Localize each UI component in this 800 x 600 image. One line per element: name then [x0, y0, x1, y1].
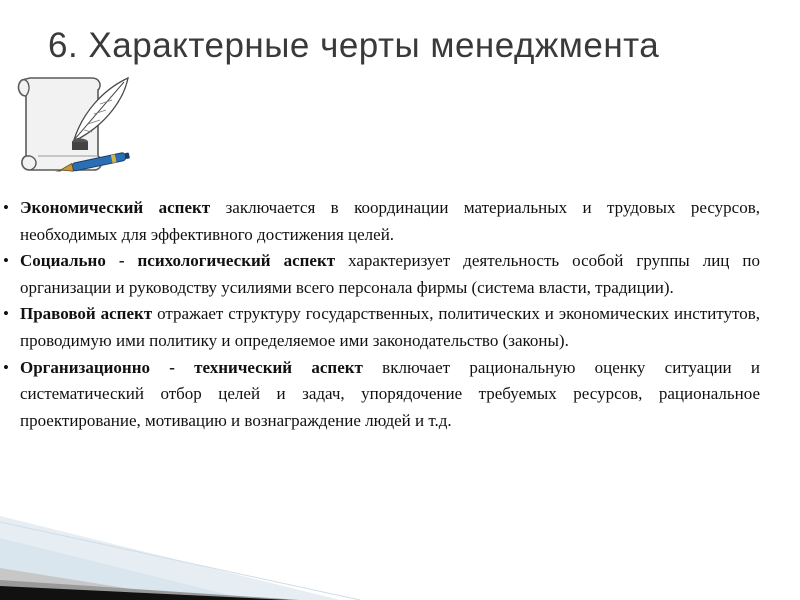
bullet-term: Социально - психологический аспект — [20, 251, 336, 271]
bullet-economic-aspect — [3, 195, 760, 248]
bullet-list — [3, 195, 760, 434]
bullet-term: Организационно - технический аспект — [20, 357, 363, 377]
bullet-legal-aspect — [3, 301, 760, 354]
bullet-social-psychological-aspect — [3, 248, 760, 301]
corner-decoration — [0, 508, 800, 600]
bullet-term: Правовой аспект — [20, 304, 153, 324]
bullet-marker: • — [3, 251, 9, 271]
bullet-text: характеризует деятельность особой группы лиц по организации и руководству усилиями всего персонала фирмы (система власти, традиции). — [20, 251, 760, 297]
bullet-organizational-technical-aspect — [3, 355, 760, 435]
bullet-text: отражает структуру государственных, политических и экономических институтов, проводимую ими политику и определяемое ими законодательство (законы). — [20, 304, 760, 350]
bullet-text: включает рациональную оценку ситуации и систематический отбор целей и задач, упорядочение требуемых ресурсов, рациональное проектирование, мотивацию и вознаграждение людей и т.д. — [20, 357, 761, 430]
bullet-marker: • — [3, 357, 9, 377]
bullet-marker: • — [3, 304, 9, 324]
slide-title: 6. Характерные черты менеджмента — [48, 26, 660, 65]
bullet-text: заключается в координации материальных и трудовых ресурсов, необходимых для эффективного достижения целей. — [20, 198, 760, 244]
scroll-quill-pen-icon — [8, 74, 134, 174]
bullet-term: Экономический аспект — [20, 198, 211, 217]
bullet-marker: • — [3, 198, 9, 217]
